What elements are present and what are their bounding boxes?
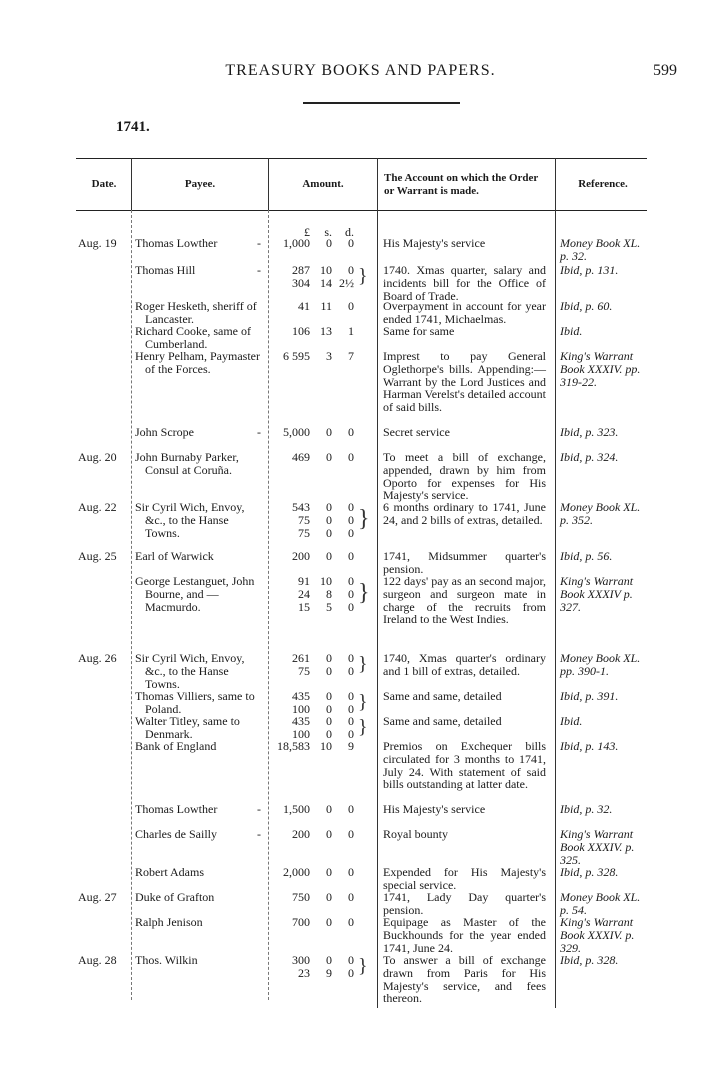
entry-payee <box>135 426 263 439</box>
entry-payee <box>135 264 263 277</box>
amount-pounds: 200 <box>292 549 310 563</box>
entry-reference: Ibid. <box>560 324 583 338</box>
amount-pence: 9 <box>348 739 354 753</box>
amount-pounds: 100 <box>292 701 310 716</box>
amount-pounds: 435 <box>292 714 310 728</box>
amount-line <box>270 916 375 929</box>
amount-pounds: 24 <box>298 586 310 601</box>
amount-shillings: 0 <box>326 689 332 703</box>
amount-pence: 1 <box>348 324 354 338</box>
table-header-rule <box>76 210 647 211</box>
entry-account: Secret service <box>383 425 450 439</box>
amount-shillings: 0 <box>326 890 332 904</box>
entry-amount <box>270 652 375 678</box>
amount-pounds: 5,000 <box>283 425 310 439</box>
header-rule <box>303 102 460 104</box>
column-divider <box>131 158 132 210</box>
entry-amount <box>270 803 375 816</box>
amount-pence: 0 <box>348 827 354 841</box>
entry-amount <box>270 954 375 980</box>
amount-pounds: 15 <box>298 599 310 614</box>
amount-shillings: 0 <box>326 512 332 527</box>
entry-payee <box>135 740 263 753</box>
amount-pounds: 75 <box>298 512 310 527</box>
entry-amount <box>270 828 375 841</box>
entry-payee <box>135 916 263 929</box>
amount-brace: } <box>358 653 368 675</box>
entry-payee <box>135 325 263 351</box>
amount-shillings: 11 <box>320 299 332 313</box>
entry-account: 1741, Midsummer quarter's pension. <box>383 549 546 576</box>
entry-payee <box>135 300 263 326</box>
entry-payee-text: Thomas Lowther <box>135 802 218 816</box>
entry-reference: Ibid, p. 324. <box>560 450 619 464</box>
amount-pounds: 304 <box>292 275 310 290</box>
entry-amount <box>270 916 375 929</box>
amount-pence: 0 <box>348 500 354 514</box>
entry-date: Aug. 20 <box>78 450 117 464</box>
entry-payee-text: George Lestanguet, John Bourne, and — Macmurdo. <box>135 574 255 614</box>
entry-payee-text: Roger Hesketh, sheriff of Lancaster. <box>135 299 257 326</box>
amount-pounds: 1,000 <box>283 236 310 250</box>
amount-pounds: 750 <box>292 890 310 904</box>
amount-pence: 0 <box>348 236 354 250</box>
amount-shillings: 9 <box>326 965 332 980</box>
entry-amount <box>270 237 375 250</box>
leader-dash: - <box>257 263 261 277</box>
entry-account: His Majesty's service <box>383 236 486 250</box>
amount-brace: } <box>358 580 370 606</box>
amount-line <box>270 237 375 250</box>
amount-shillings: 8 <box>326 586 332 601</box>
entry-reference: Ibid. <box>560 714 583 728</box>
amount-pence: 0 <box>348 599 354 614</box>
entry-reference: Money Book XL. p. 32. <box>560 236 641 263</box>
entry-payee-text: Duke of Grafton <box>135 890 215 904</box>
entry-account: Same and same, detailed <box>383 689 502 703</box>
amount-shillings: 14 <box>320 275 332 290</box>
amount-pence: 2½ <box>339 275 354 290</box>
amount-shillings: 0 <box>326 549 332 563</box>
amount-pounds: 200 <box>292 827 310 841</box>
amount-shillings: 0 <box>326 953 332 967</box>
amount-shillings: 0 <box>326 714 332 728</box>
entry-reference: King's Warrant Book XXXIV. p. 329. <box>560 915 635 955</box>
column-divider <box>555 158 556 1008</box>
entry-payee-text: Thomas Villiers, same to Poland. <box>135 689 255 716</box>
entry-reference: King's Warrant Book XXXIV. pp. 319-22. <box>560 349 641 389</box>
amount-pence: 0 <box>348 549 354 563</box>
amount-pounds: 543 <box>292 500 310 514</box>
entry-reference: Ibid, p. 143. <box>560 739 619 753</box>
amount-line <box>270 803 375 816</box>
entry-amount <box>270 740 375 753</box>
amount-pounds: 41 <box>298 299 310 313</box>
entry-payee <box>135 828 263 841</box>
amount-pounds: 287 <box>292 263 310 277</box>
entry-reference: Ibid, p. 391. <box>560 689 619 703</box>
entry-account: 1741, Lady Day quarter's pension. <box>383 890 546 917</box>
amount-pence: 0 <box>348 299 354 313</box>
entry-reference: Ibid, p. 60. <box>560 299 613 313</box>
amount-pence: 0 <box>348 263 354 277</box>
amount-pounds: 2,000 <box>283 865 310 879</box>
amount-pence: 0 <box>348 450 354 464</box>
entry-reference: King's Warrant Book XXXIV. p. 325. <box>560 827 635 867</box>
entry-payee <box>135 715 263 741</box>
amount-shillings: 0 <box>326 726 332 741</box>
entry-amount <box>270 501 375 539</box>
amount-pounds: 700 <box>292 915 310 929</box>
leader-dash: - <box>257 802 261 816</box>
entry-account: Overpayment in account for year ended 1741, Michaelmas. <box>383 299 546 326</box>
amount-shillings: 0 <box>326 236 332 250</box>
entry-payee <box>135 237 263 250</box>
entry-amount <box>270 451 375 464</box>
entry-payee <box>135 891 263 904</box>
entry-payee-text: Bank of England <box>135 739 217 753</box>
amount-line <box>270 891 375 904</box>
amount-line <box>270 740 375 753</box>
entry-payee-text: Richard Cooke, same of Cumberland. <box>135 324 251 351</box>
entry-amount <box>270 891 375 904</box>
amount-pence: 7 <box>348 349 354 363</box>
amount-brace: } <box>358 265 368 287</box>
entry-account: To meet a bill of exchange, appended, drawn by him from Oporto for expenses for His Majesty's service. <box>383 450 546 503</box>
entry-account: To answer a bill of exchange drawn from Paris for His Majesty's service, and fees thereon. <box>383 953 546 1006</box>
entry-payee-text: Earl of Warwick <box>135 549 214 563</box>
amount-pence: 0 <box>348 953 354 967</box>
amount-pence: 0 <box>348 525 354 540</box>
entry-payee-text: Robert Adams <box>135 865 204 879</box>
year-heading: 1741. <box>116 119 150 135</box>
amount-pounds: 1,500 <box>283 802 310 816</box>
amount-pence: 0 <box>348 701 354 716</box>
entry-payee <box>135 954 263 967</box>
amount-shillings: 10 <box>320 263 332 277</box>
page-number: 599 <box>653 62 677 79</box>
entry-payee-text: Sir Cyril Wich, Envoy, &c., to the Hanse Towns. <box>135 651 245 691</box>
column-divider <box>131 210 132 1000</box>
entry-account: 122 days' pay as an second major, surgeon and surgeon mate in charge of the recruits from Ireland to the West Indies. <box>383 574 546 627</box>
entry-account: Premios on Exchequer bills circulated for 3 months to 1741, July 24. With statement of said bills outstanding at latter date. <box>383 739 546 792</box>
entry-payee-text: Thomas Lowther <box>135 236 218 250</box>
amount-line <box>270 550 375 563</box>
amount-shillings: 0 <box>326 500 332 514</box>
amount-shillings: 0 <box>326 425 332 439</box>
amount-pence: 0 <box>348 663 354 678</box>
amount-pounds: 91 <box>298 574 310 588</box>
amount-pence: 0 <box>348 890 354 904</box>
amount-brace: } <box>358 716 368 738</box>
entry-account: Imprest to pay General Oglethorpe's bills. Appending:—Warrant by the Lord Justices and Harman Verelst's detailed account of said bills. <box>383 349 546 415</box>
entry-amount <box>270 690 375 716</box>
column-divider <box>268 210 269 1000</box>
column-header-account: The Account on which the Order or Warrant is made. <box>384 172 539 197</box>
entry-payee <box>135 501 263 539</box>
entry-reference: Money Book XL. p. 352. <box>560 500 641 527</box>
entry-amount <box>270 575 375 613</box>
entry-account: Expended for His Majesty's special service. <box>383 865 546 892</box>
pounds-symbol: £ <box>304 225 310 239</box>
entry-date: Aug. 25 <box>78 549 117 563</box>
amount-pounds: 100 <box>292 726 310 741</box>
amount-shillings: 0 <box>326 450 332 464</box>
entry-payee-text: John Scrope <box>135 425 194 439</box>
amount-brace: } <box>358 955 368 977</box>
amount-pence: 0 <box>348 512 354 527</box>
entry-account: Same for same <box>383 324 455 338</box>
amount-line <box>270 866 375 879</box>
column-header-reference: Reference. <box>578 178 628 190</box>
entry-account: Royal bounty <box>383 827 448 841</box>
amount-line <box>270 350 375 363</box>
pence-symbol: d. <box>345 225 354 239</box>
amount-line <box>270 426 375 439</box>
amount-pounds: 106 <box>292 324 310 338</box>
entry-account: Same and same, detailed <box>383 714 502 728</box>
amount-shillings: 0 <box>326 827 332 841</box>
entry-payee-text: Thos. Wilkin <box>135 953 198 967</box>
column-divider <box>377 158 378 1008</box>
entry-payee <box>135 451 263 477</box>
amount-shillings: 0 <box>326 525 332 540</box>
entry-account: His Majesty's service <box>383 802 486 816</box>
amount-pounds: 261 <box>292 651 310 665</box>
amount-shillings: 0 <box>326 701 332 716</box>
entry-amount <box>270 426 375 439</box>
entry-reference: Money Book XL. p. 54. <box>560 890 641 917</box>
amount-shillings: 10 <box>320 739 332 753</box>
amount-pounds: 435 <box>292 689 310 703</box>
amount-pence: 0 <box>348 726 354 741</box>
amount-pence: 0 <box>348 586 354 601</box>
column-header-amount: Amount. <box>302 178 344 190</box>
entry-amount <box>270 264 375 290</box>
amount-pounds: 300 <box>292 953 310 967</box>
leader-dash: - <box>257 236 261 250</box>
amount-pence: 0 <box>348 865 354 879</box>
amount-line <box>270 300 375 313</box>
entry-date: Aug. 26 <box>78 651 117 665</box>
entry-payee <box>135 652 263 690</box>
amount-shillings: 0 <box>326 651 332 665</box>
entry-payee-text: Walter Titley, same to Denmark. <box>135 714 240 741</box>
leader-dash: - <box>257 827 261 841</box>
leader-dash: - <box>257 425 261 439</box>
amount-shillings: 3 <box>326 349 332 363</box>
amount-pounds: 75 <box>298 663 310 678</box>
amount-pence: 0 <box>348 425 354 439</box>
amount-pence: 0 <box>348 689 354 703</box>
entry-payee-text: John Burnaby Parker, Consul at Coruña. <box>135 450 239 477</box>
table-top-rule <box>76 158 647 159</box>
entry-reference: Ibid, p. 328. <box>560 865 619 879</box>
entry-amount <box>270 715 375 741</box>
entry-date: Aug. 27 <box>78 890 117 904</box>
amount-pounds: 75 <box>298 525 310 540</box>
amount-pounds: 23 <box>298 965 310 980</box>
column-header-payee: Payee. <box>184 178 216 190</box>
amount-shillings: 13 <box>320 324 332 338</box>
amount-pounds: 469 <box>292 450 310 464</box>
amount-pounds: 18,583 <box>277 739 310 753</box>
entry-reference: Ibid, p. 131. <box>560 263 619 277</box>
entry-payee <box>135 575 263 613</box>
entry-date: Aug. 22 <box>78 500 117 514</box>
amount-brace: } <box>358 506 370 532</box>
entry-date: Aug. 28 <box>78 953 117 967</box>
entry-payee-text: Thomas Hill <box>135 263 196 277</box>
running-header-title: TREASURY BOOKS AND PAPERS. <box>225 62 496 79</box>
amount-shillings: 0 <box>326 802 332 816</box>
entry-date: Aug. 19 <box>78 236 117 250</box>
column-header-date: Date. <box>91 178 117 190</box>
amount-shillings: 0 <box>326 663 332 678</box>
entry-payee <box>135 690 263 716</box>
shillings-symbol: s. <box>324 225 332 239</box>
entry-payee <box>135 350 263 376</box>
entry-payee <box>135 866 263 879</box>
entry-account: 1740, Xmas quarter's ordinary and 1 bill of extras, detailed. <box>383 651 546 678</box>
entry-account: 6 months ordinary to 1741, June 24, and 2 bills of extras, detailed. <box>383 500 546 527</box>
entry-reference: Ibid, p. 328. <box>560 953 619 967</box>
amount-pence: 0 <box>348 802 354 816</box>
amount-shillings: 5 <box>326 599 332 614</box>
entry-account: 1740. Xmas quarter, salary and incidents bill for the Office of Board of Trade. <box>383 263 546 303</box>
entry-payee-text: Henry Pelham, Paymaster of the Forces. <box>135 349 260 376</box>
entry-reference: Money Book XL. pp. 390-1. <box>560 651 641 678</box>
amount-line <box>270 828 375 841</box>
amount-pence: 0 <box>348 714 354 728</box>
amount-line <box>270 451 375 464</box>
entry-payee <box>135 550 263 563</box>
entry-amount <box>270 550 375 563</box>
entry-account: Equipage as Master of the Buckhounds for the year ended 1741, June 24. <box>383 915 546 955</box>
entry-payee-text: Charles de Sailly <box>135 827 217 841</box>
entry-payee <box>135 803 263 816</box>
entry-reference: Ibid, p. 32. <box>560 802 613 816</box>
amount-shillings: 0 <box>326 865 332 879</box>
amount-pence: 0 <box>348 965 354 980</box>
entry-amount <box>270 350 375 363</box>
entry-reference: Ibid, p. 323. <box>560 425 619 439</box>
entry-amount <box>270 300 375 313</box>
entry-reference: King's Warrant Book XXXIV p. 327. <box>560 574 634 614</box>
amount-shillings: 0 <box>326 915 332 929</box>
entry-reference: Ibid, p. 56. <box>560 549 613 563</box>
amount-pence: 0 <box>348 915 354 929</box>
entry-payee-text: Sir Cyril Wich, Envoy, &c., to the Hanse Towns. <box>135 500 245 540</box>
entry-amount <box>270 866 375 879</box>
amount-pence: 0 <box>348 574 354 588</box>
entry-payee-text: Ralph Jenison <box>135 915 203 929</box>
amount-shillings: 10 <box>320 574 332 588</box>
amount-line <box>270 325 375 338</box>
amount-pounds: 6 595 <box>283 349 310 363</box>
amount-brace: } <box>358 691 368 713</box>
amount-pence: 0 <box>348 651 354 665</box>
entry-amount <box>270 325 375 338</box>
column-divider <box>268 158 269 210</box>
